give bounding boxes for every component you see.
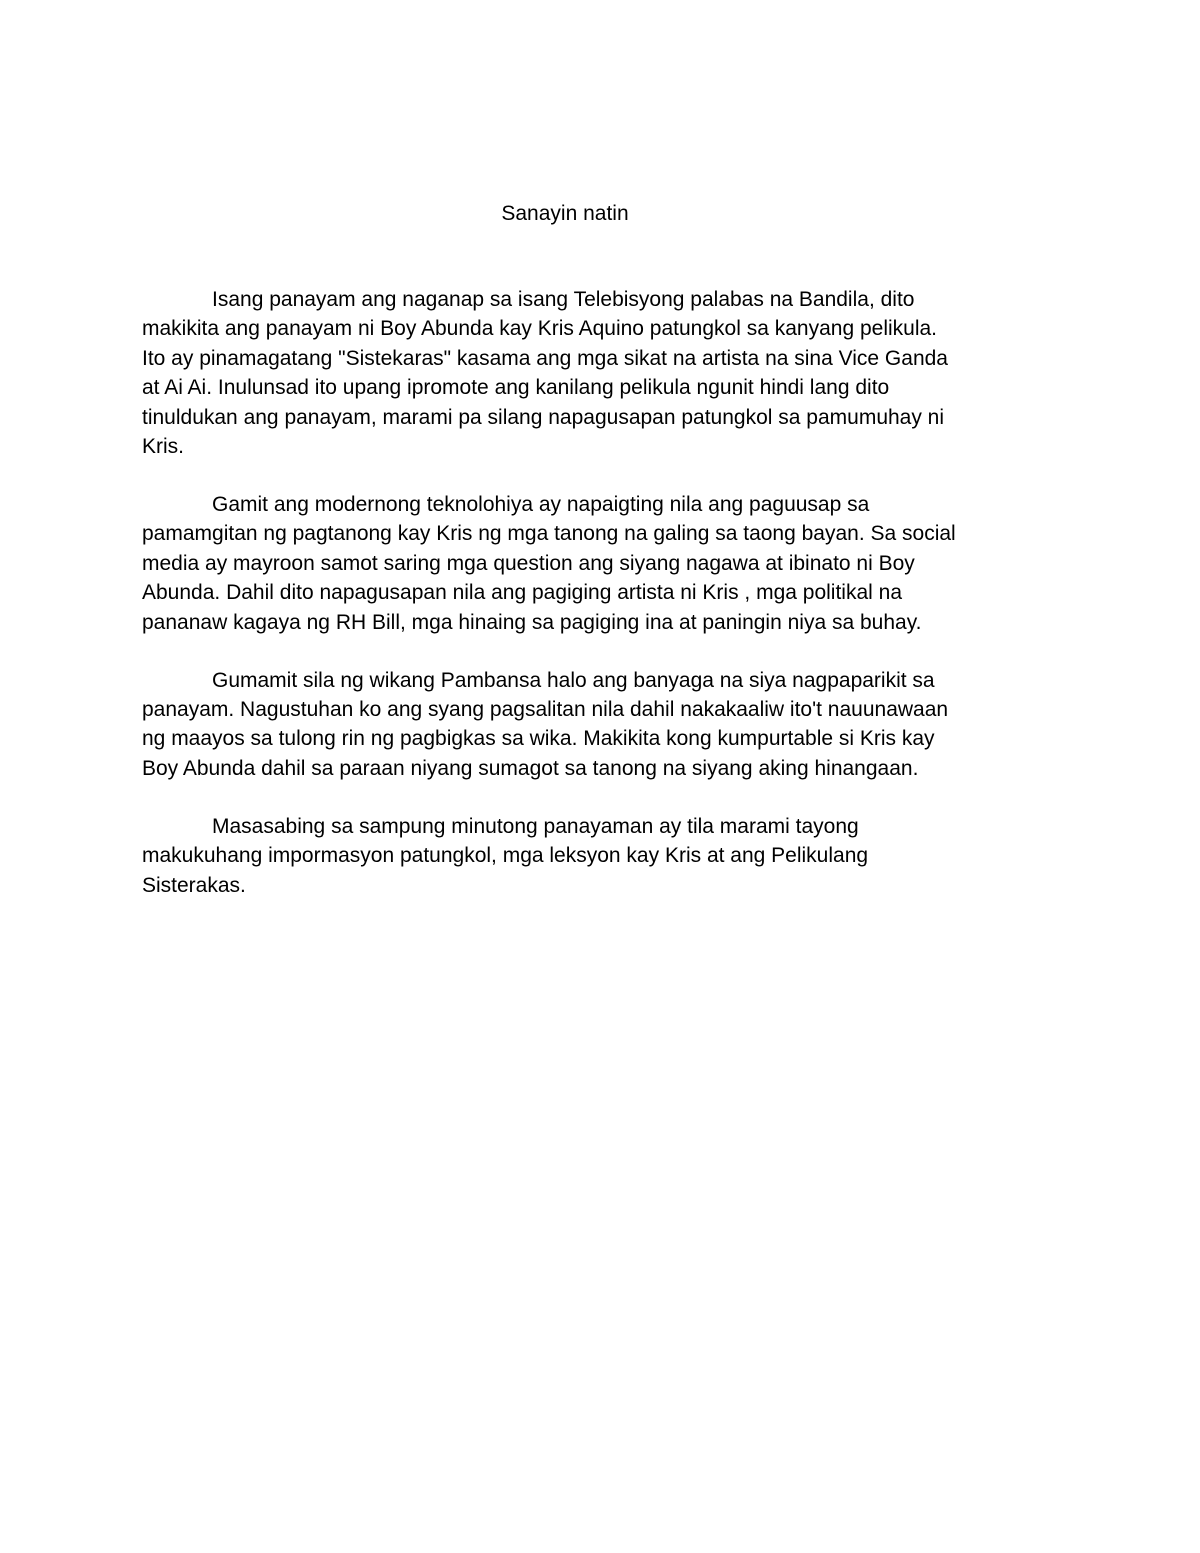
- paragraph-line: Ito ay pinamagatang "Sistekaras" kasama ang mga sikat na artista na sina Vice Ganda: [142, 346, 948, 370]
- paragraph-line: Gumamit sila ng wikang Pambansa halo ang banyaga na siya nagpaparikit sa: [212, 668, 935, 692]
- paragraph-3: [142, 666, 1062, 784]
- paragraph-line: makikita ang panayam ni Boy Abunda kay Kris Aquino patungkol sa kanyang pelikula.: [142, 317, 938, 341]
- paragraph-line: tinuldukan ang panayam, marami pa silang napagusapan patungkol sa pamumuhay ni: [142, 405, 945, 429]
- paragraph-2: [142, 490, 1062, 637]
- paragraph-1: [142, 285, 1062, 461]
- paragraph-line: pananaw kagaya ng RH Bill, mga hinaing sa pagiging ina at paningin niya sa buhay.: [142, 610, 922, 634]
- paragraph-line: Boy Abunda dahil sa paraan niyang sumagot sa tanong na siyang aking hinangaan.: [142, 756, 919, 780]
- paragraph-line: Kris.: [142, 435, 184, 459]
- paragraph-line: ng maayos sa tulong rin ng pagbigkas sa wika. Makikita kong kumpurtable si Kris kay: [142, 727, 935, 751]
- paragraph-line: pamamgitan ng pagtanong kay Kris ng mga tanong na galing sa taong bayan. Sa social: [142, 522, 956, 546]
- paragraph-line: panayam. Nagustuhan ko ang syang pagsalitan nila dahil nakakaaliw ito't nauunawaan: [142, 698, 949, 722]
- paragraph-line: Sisterakas.: [142, 873, 246, 897]
- paragraph-line: makukuhang impormasyon patungkol, mga leksyon kay Kris at ang Pelikulang: [142, 844, 869, 868]
- paragraph-line: Gamit ang modernong teknolohiya ay napaigting nila ang paguusap sa: [212, 493, 870, 517]
- paragraph-line: media ay mayroon samot saring mga question ang siyang nagawa at ibinato ni Boy: [142, 551, 915, 575]
- document-title: Sanayin natin: [501, 202, 629, 225]
- paragraph-4: [142, 812, 1062, 900]
- paragraph-line: Abunda. Dahil dito napagusapan nila ang pagiging artista ni Kris , mga politikal na: [142, 581, 902, 605]
- paragraph-line: Masasabing sa sampung minutong panayaman ay tila marami tayong: [212, 814, 859, 838]
- paragraph-line: at Ai Ai. Inulunsad ito upang ipromote ang kanilang pelikula ngunit hindi lang dito: [142, 376, 890, 400]
- paragraph-line: Isang panayam ang naganap sa isang Telebisyong palabas na Bandila, dito: [212, 288, 915, 311]
- document-body: [142, 285, 1062, 929]
